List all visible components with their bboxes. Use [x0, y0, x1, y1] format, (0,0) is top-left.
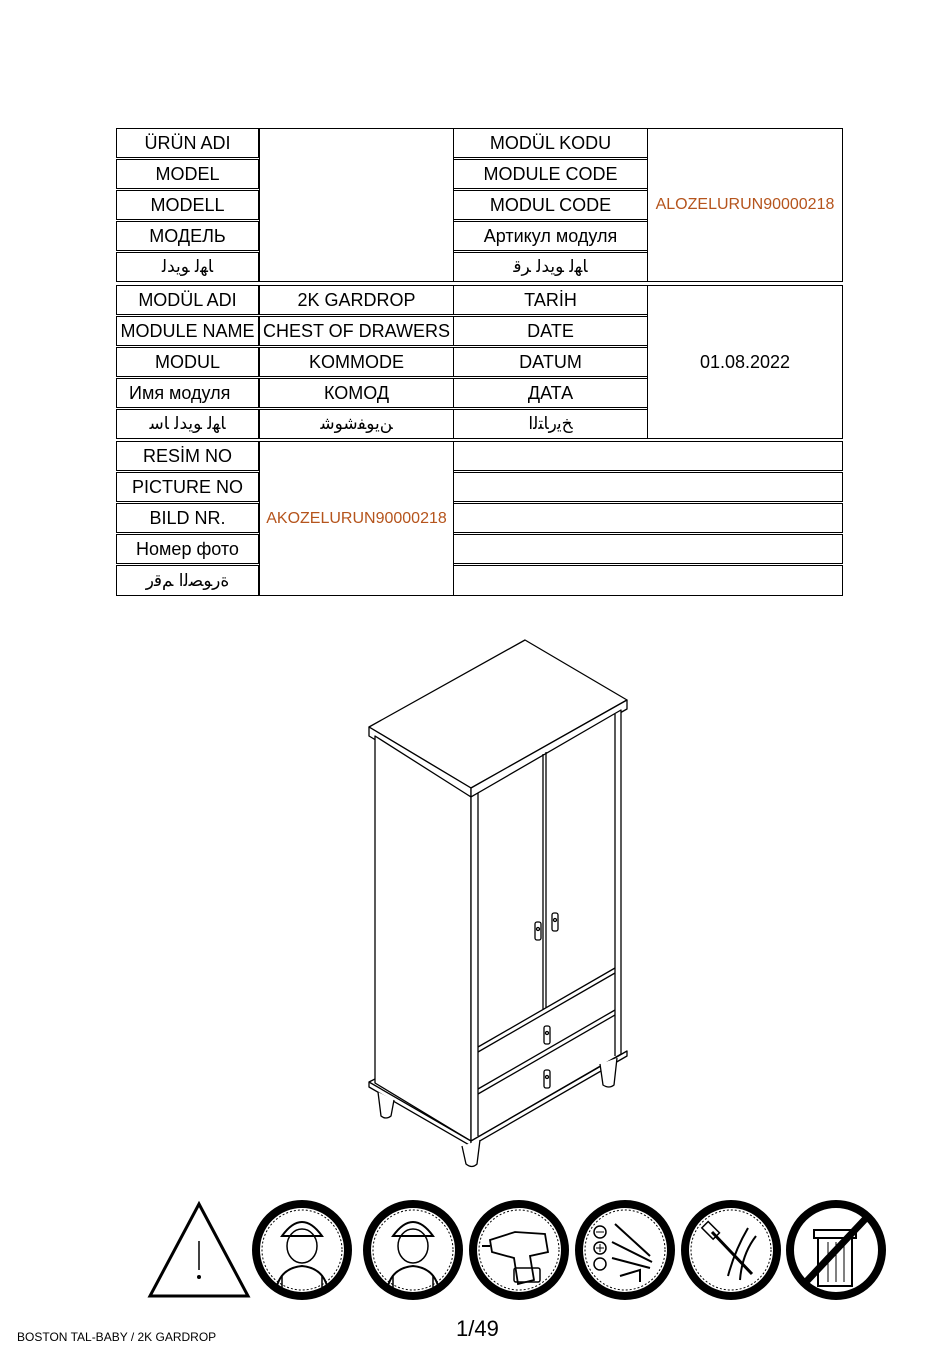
no-trash-disposal-icon [790, 1204, 882, 1296]
modul-kodu-label-en: MODULE CODE [453, 159, 648, 189]
modul-adi-label-de: MODUL [116, 347, 259, 377]
warning-triangle-icon [150, 1204, 248, 1296]
door-handle-right [552, 913, 558, 931]
hammer-pliers-icon [685, 1204, 777, 1296]
modul-adi-label-tr: MODÜL ADI [116, 285, 259, 315]
modul-adi-label-en: MODULE NAME [116, 316, 259, 346]
modul-adi-value-ar: ﻦﻳﻮﻔﺷﻮﺷ [259, 409, 454, 439]
resim-label-en: PICTURE NO [116, 472, 259, 502]
door-handle-left [535, 922, 541, 940]
two-person-assembly-icon [367, 1204, 459, 1296]
urun-label-tr: ÜRÜN ADI [116, 128, 259, 158]
wardrobe-illustration [369, 640, 627, 1167]
modul-kodu-label-de: MODUL CODE [453, 190, 648, 220]
drawer-handle-top [544, 1026, 550, 1044]
power-drill-icon [473, 1204, 565, 1296]
tarih-label-tr: TARİH [453, 285, 648, 315]
resim-label-tr: RESİM NO [116, 441, 259, 471]
resim-label-ru: Номер фото [116, 534, 259, 564]
modul-adi-value-ru: КОМОД [259, 378, 454, 408]
tarih-label-ar: ﺦﻳﺭﺎﺘﻟﺍ [453, 409, 648, 439]
modul-kodu-value: ALOZELURUN90000218 [647, 128, 843, 282]
footer-product-name: BOSTON TAL-BABY / 2K GARDROP [17, 1330, 217, 1344]
tarih-label-de: DATUM [453, 347, 648, 377]
modul-adi-label-ru: Имя модуля [116, 378, 259, 408]
urun-label-de: MODELL [116, 190, 259, 220]
modul-adi-value-de: KOMMODE [259, 347, 454, 377]
tarih-label-ru: ДАТА [453, 378, 648, 408]
drawer-handle-bottom [544, 1070, 550, 1088]
two-person-assembly-icon [256, 1204, 348, 1296]
urun-label-ru: МОДЕЛЬ [116, 221, 259, 251]
modul-adi-value-tr: 2K GARDROP [259, 285, 454, 315]
tarih-value: 01.08.2022 [647, 285, 843, 439]
screwdriver-tools-icon [579, 1204, 671, 1296]
modul-adi-label-ar: ﺎﻬﻟ ﻮﻳﺪﻟ ﺎﺳ [116, 409, 259, 439]
modul-kodu-label-ar: ﺎﻬﻟ ﻮﻳﺪﻟ ﺮﻗ [453, 252, 648, 282]
urun-label-en: MODEL [116, 159, 259, 189]
resim-value: AKOZELURUN90000218 [259, 441, 454, 596]
page-number: 1/49 [456, 1316, 499, 1341]
tarih-label-en: DATE [453, 316, 648, 346]
urun-label-ar: ﺎﻬﻟ ﻮﻳﺪﻟ [116, 252, 259, 282]
resim-label-ar: ﺓﺭﻮﺼﻟﺍ ﻢﻗﺭ [116, 565, 259, 596]
modul-kodu-label-tr: MODÜL KODU [453, 128, 648, 158]
modul-adi-value-en: CHEST OF DRAWERS [259, 316, 454, 346]
modul-kodu-label-ru: Артикул модуля [453, 221, 648, 251]
resim-label-de: BILD NR. [116, 503, 259, 533]
